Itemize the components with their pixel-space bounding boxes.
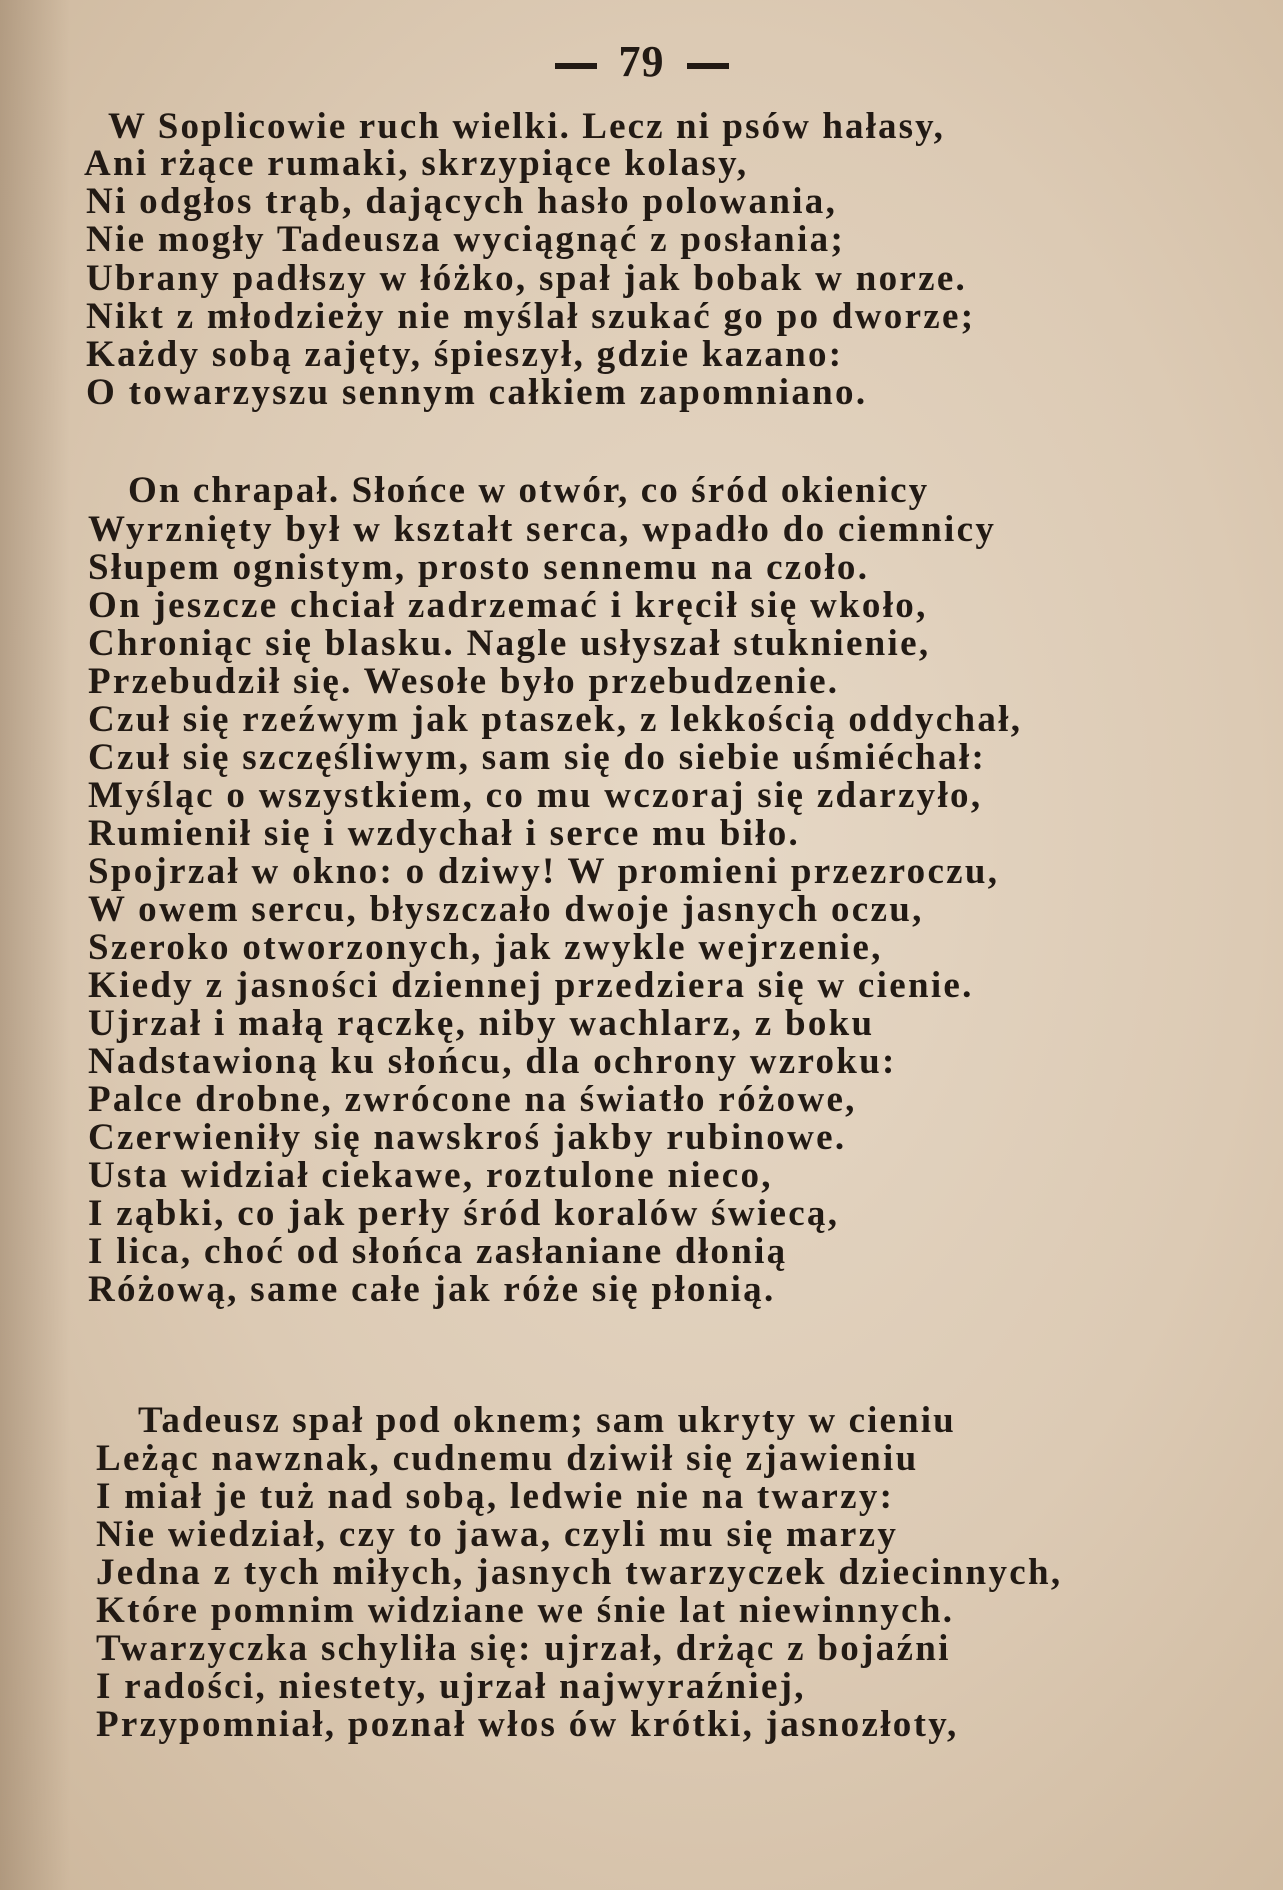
verse-line: Ujrzał i małą rączkę, niby wachlarz, z boku	[88, 1003, 875, 1044]
verse-line: Ubrany padłszy w łóżko, spał jak bobak w norze.	[86, 258, 968, 299]
verse-line: Słupem ognistym, prosto sennemu na czoło.	[88, 547, 870, 588]
verse-line: Wyrznięty był w kształt serca, wpadło do ciemnicy	[88, 509, 997, 550]
verse-line: I radości, niestety, ujrzał najwyraźniej,	[96, 1666, 806, 1707]
verse-line: Nikt z młodzieży nie myślał szukać go po dworze;	[86, 296, 976, 337]
verse-line: Twarzyczka schyliła się: ujrzał, drżąc z bojaźni	[96, 1628, 951, 1669]
verse-line: Ani rżące rumaki, skrzypiące kolasy,	[84, 143, 749, 184]
verse-line: Leżąc nawznak, cudnemu dziwił się zjawieniu	[96, 1438, 919, 1479]
verse-line: Każdy sobą zajęty, śpieszył, gdzie kazano:	[86, 334, 844, 375]
verse-line: Przypomniał, poznał włos ów krótki, jasnozłoty,	[96, 1704, 959, 1745]
verse-line: Które pomnim widziane we śnie lat niewinnych.	[96, 1590, 955, 1631]
verse-line: Jedna z tych miłych, jasnych twarzyczek dziecinnych,	[96, 1552, 1063, 1593]
verse-line: On chrapał. Słońce w otwór, co śród okienicy	[128, 470, 930, 511]
verse-line: O towarzyszu sennym całkiem zapomniano.	[86, 372, 868, 413]
verse-line: On jeszcze chciał zadrzemać i kręcił się wkoło,	[88, 585, 928, 626]
verse-line: Nie wiedział, czy to jawa, czyli mu się marzy	[96, 1514, 899, 1555]
verse-line: Różową, same całe jak róże się płonią.	[88, 1269, 776, 1310]
verse-line: Nadstawioną ku słońcu, dla ochrony wzroku:	[88, 1041, 897, 1082]
verse-line: Czuł się szczęśliwym, sam się do siebie uśmiéchał:	[88, 737, 987, 778]
page-number-header	[0, 36, 1283, 87]
verse-line: Czerwieniły się nawskroś jakby rubinowe.	[88, 1117, 847, 1158]
dash-left	[555, 63, 597, 69]
verse-line: Nie mogły Tadeusza wyciągnąć z posłania;	[86, 219, 846, 260]
verse-line: Tadeusz spał pod oknem; sam ukryty w cieniu	[138, 1400, 956, 1441]
verse-line: Szeroko otworzonych, jak zwykle wejrzenie,	[88, 927, 883, 968]
verse-line: Czuł się rzeźwym jak ptaszek, z lekkością oddychał,	[88, 699, 1023, 740]
binding-shadow	[0, 0, 70, 1890]
verse-line: Rumienił się i wzdychał i serce mu biło.	[88, 813, 801, 854]
verse-line: W Soplicowie ruch wielki. Lecz ni psów hałasy,	[108, 106, 946, 147]
verse-line: Usta widział ciekawe, roztulone nieco,	[88, 1155, 773, 1196]
verse-line: W owem sercu, błyszczało dwoje jasnych oczu,	[88, 889, 924, 930]
dash-right	[687, 63, 729, 69]
verse-line: Palce drobne, zwrócone na światło różowe,	[88, 1079, 857, 1120]
verse-line: I ząbki, co jak perły śród koralów świecą,	[88, 1193, 840, 1234]
verse-line: Przebudził się. Wesołe było przebudzenie.	[88, 661, 840, 702]
verse-line: Kiedy z jasności dziennej przedziera się w cienie.	[88, 965, 974, 1006]
verse-line: I lica, choć od słońca zasłaniane dłonią	[88, 1231, 788, 1272]
verse-line: Chroniąc się blasku. Nagle usłyszał stuknienie,	[88, 623, 931, 664]
verse-line: I miał je tuż nad sobą, ledwie nie na twarzy:	[96, 1476, 895, 1517]
page-number: 79	[618, 37, 665, 86]
verse-line: Myśląc o wszystkiem, co mu wczoraj się zdarzyło,	[88, 775, 983, 816]
verse-line: Ni odgłos trąb, dających hasło polowania,	[86, 181, 838, 222]
verse-line: Spojrzał w okno: o dziwy! W promieni przezroczu,	[88, 851, 1000, 892]
